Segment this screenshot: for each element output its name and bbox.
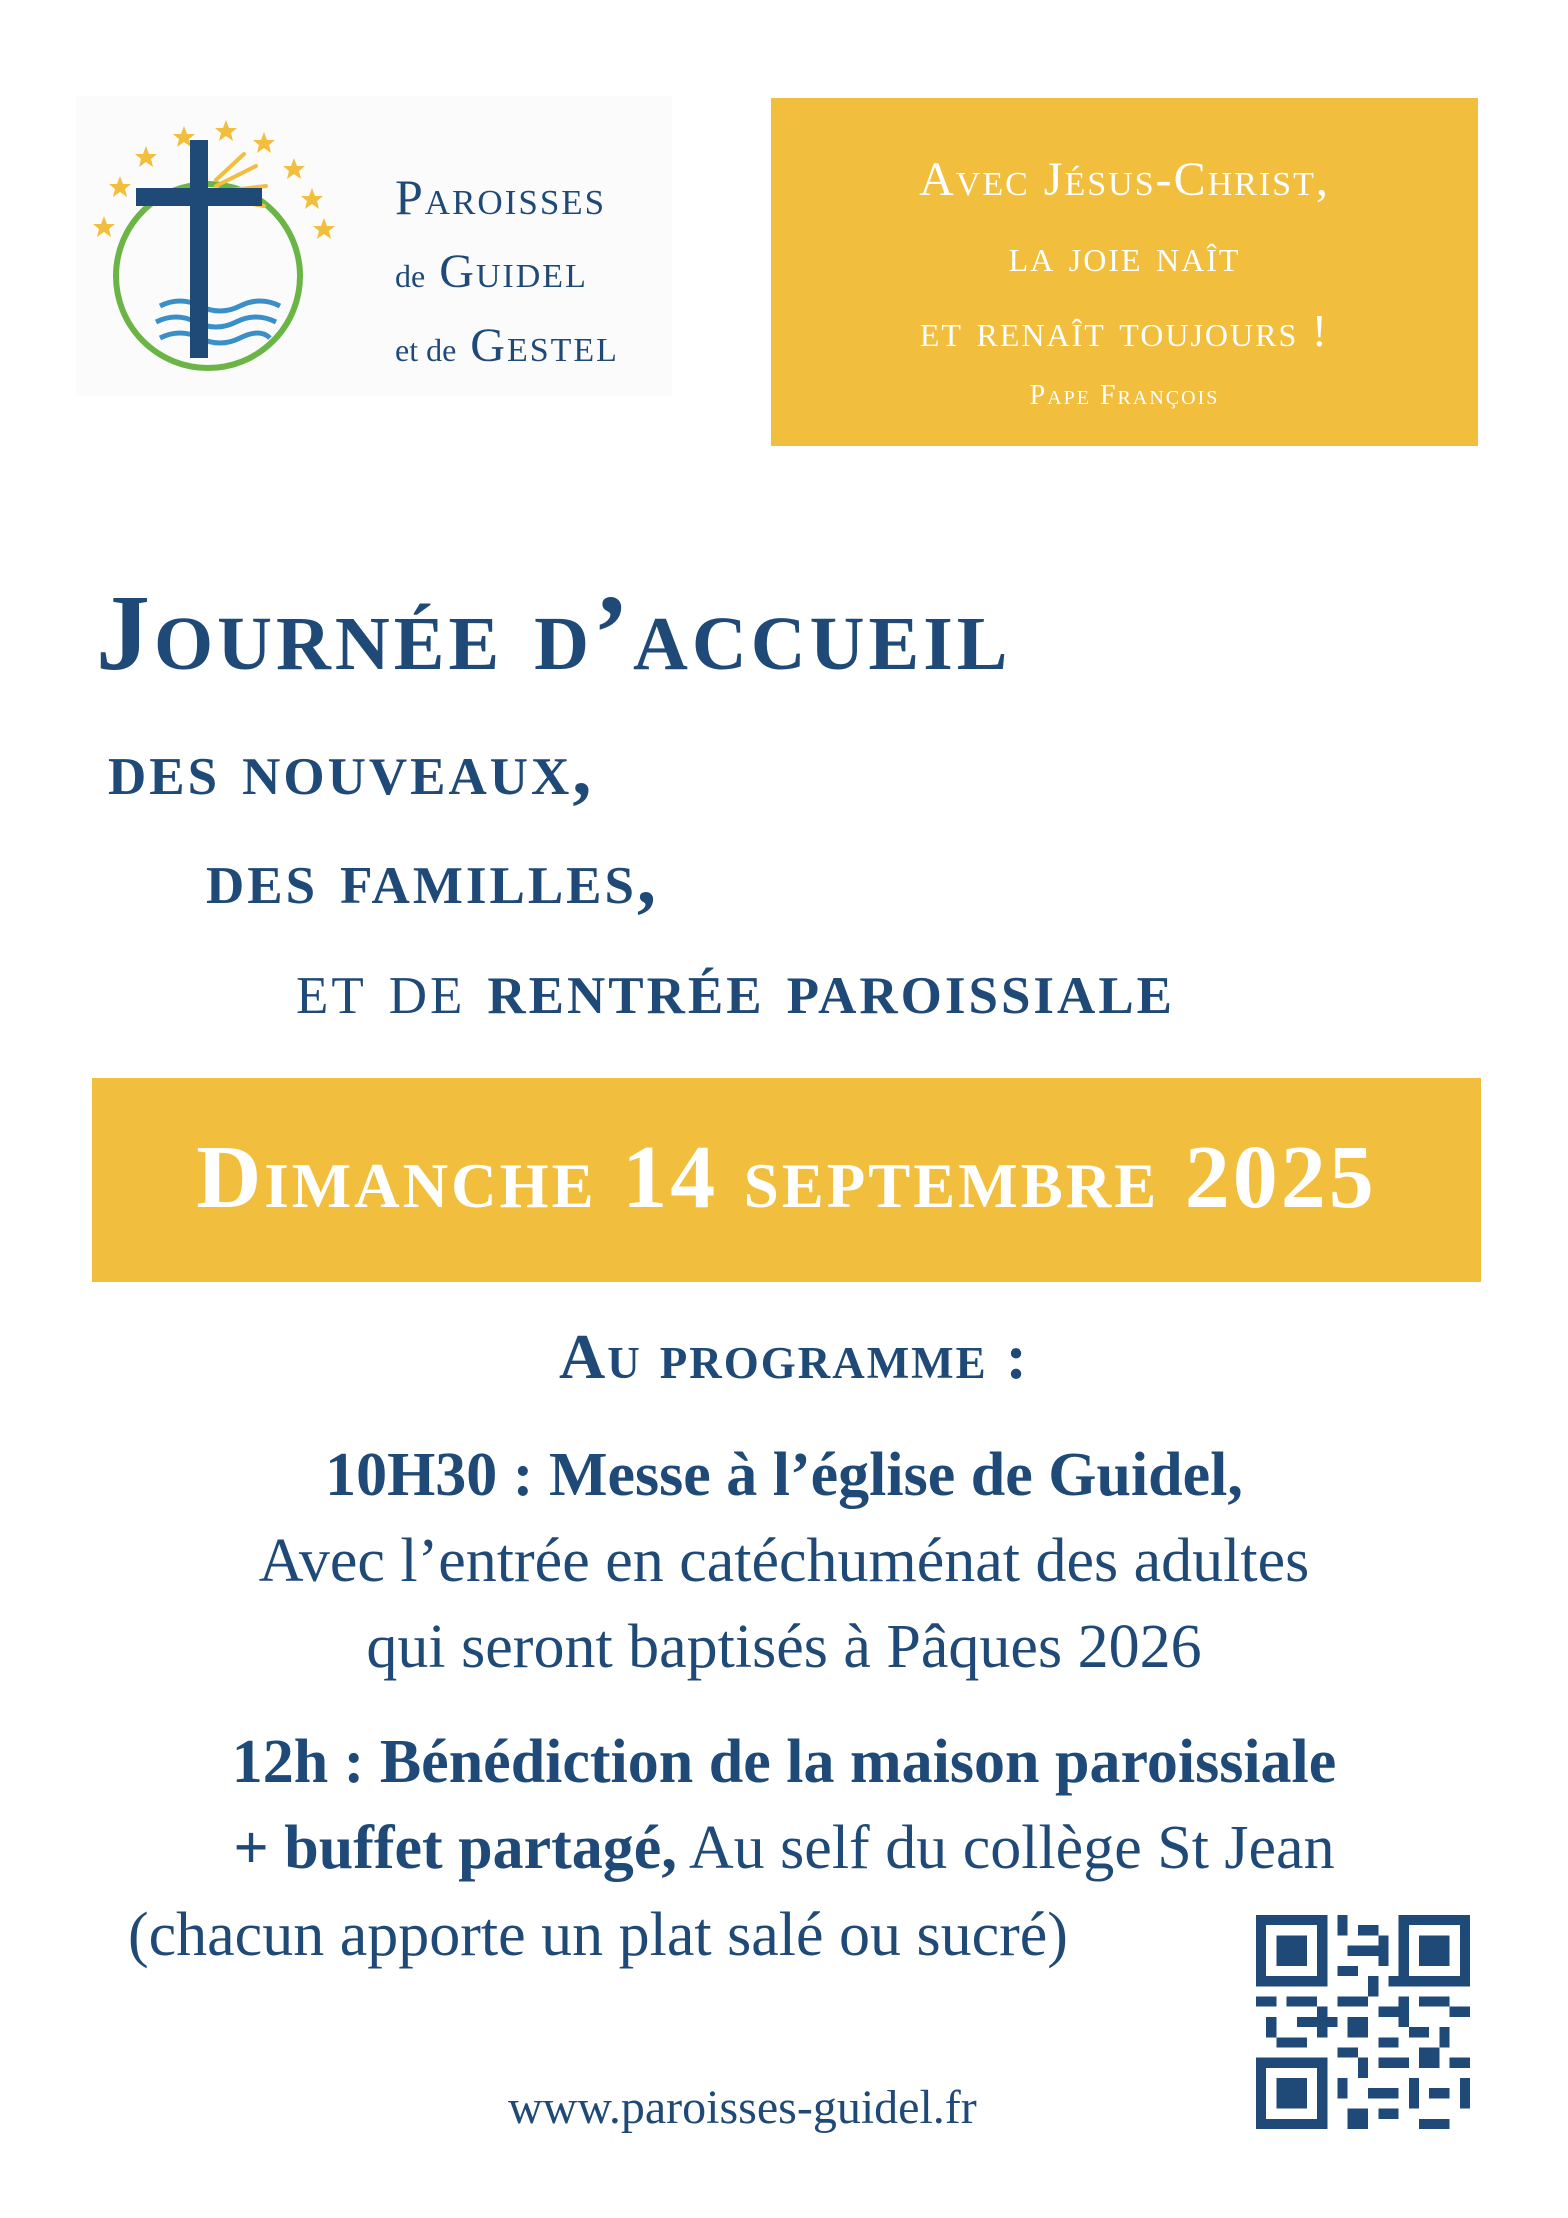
stars-arc-icon xyxy=(93,120,335,239)
program-item2-title: 12h : Bénédiction de la maison paroissiale xyxy=(231,1728,1337,1796)
quote-line1: Avec Jésus-Christ, xyxy=(919,153,1330,206)
program-item1-line2: Avec l’entrée en catéchuménat des adultes xyxy=(258,1527,1310,1595)
parish-line3-prefix: et de xyxy=(395,332,457,368)
date-banner xyxy=(92,1078,1481,1282)
parish-name-line2 xyxy=(395,244,588,299)
quote-line2: la joie naît xyxy=(1008,230,1241,281)
event-date: Dimanche 14 septembre 2025 xyxy=(196,1128,1377,1227)
parish-logo-icon xyxy=(80,106,360,386)
subtitle-prefix: et de xyxy=(296,946,466,1030)
website-link[interactable]: www.paroisses-guidel.fr xyxy=(508,2081,977,2134)
event-subtitle-line1: des nouveaux, xyxy=(108,727,595,811)
parish-name-line3 xyxy=(395,318,619,373)
quote-author: Pape François xyxy=(1029,380,1220,411)
event-title: Journée d’accueil xyxy=(96,574,1012,693)
quote-line3: et renaît toujours ! xyxy=(919,305,1330,356)
program-item2-line3: (chacun apporte un plat salé ou sucré) xyxy=(128,1901,1068,1969)
program-item2-line2 xyxy=(0,1813,1568,1884)
quote-box xyxy=(771,98,1478,446)
parish-line3-name: Gestel xyxy=(470,319,619,372)
program-item1-line3: qui seront baptisés à Pâques 2026 xyxy=(366,1613,1202,1681)
event-subtitle-line2: des familles, xyxy=(206,836,659,920)
program-heading: Au programme : xyxy=(559,1321,1029,1392)
parish-line2-name: Guidel xyxy=(439,245,588,298)
subtitle-bold: rentrée paroissiale xyxy=(487,946,1176,1030)
program-item2-rest: Au self du collège St Jean xyxy=(676,1814,1335,1882)
parish-line2-prefix: de xyxy=(395,258,426,294)
event-subtitle-line3 xyxy=(296,945,1175,1032)
parish-name-line1: Paroisses xyxy=(395,169,607,225)
qr-code-icon[interactable] xyxy=(1256,1915,1470,2129)
program-item2-bold: + buffet partagé, xyxy=(233,1814,677,1882)
program-item1-title: 10H30 : Messe à l’église de Guidel, xyxy=(325,1441,1243,1509)
